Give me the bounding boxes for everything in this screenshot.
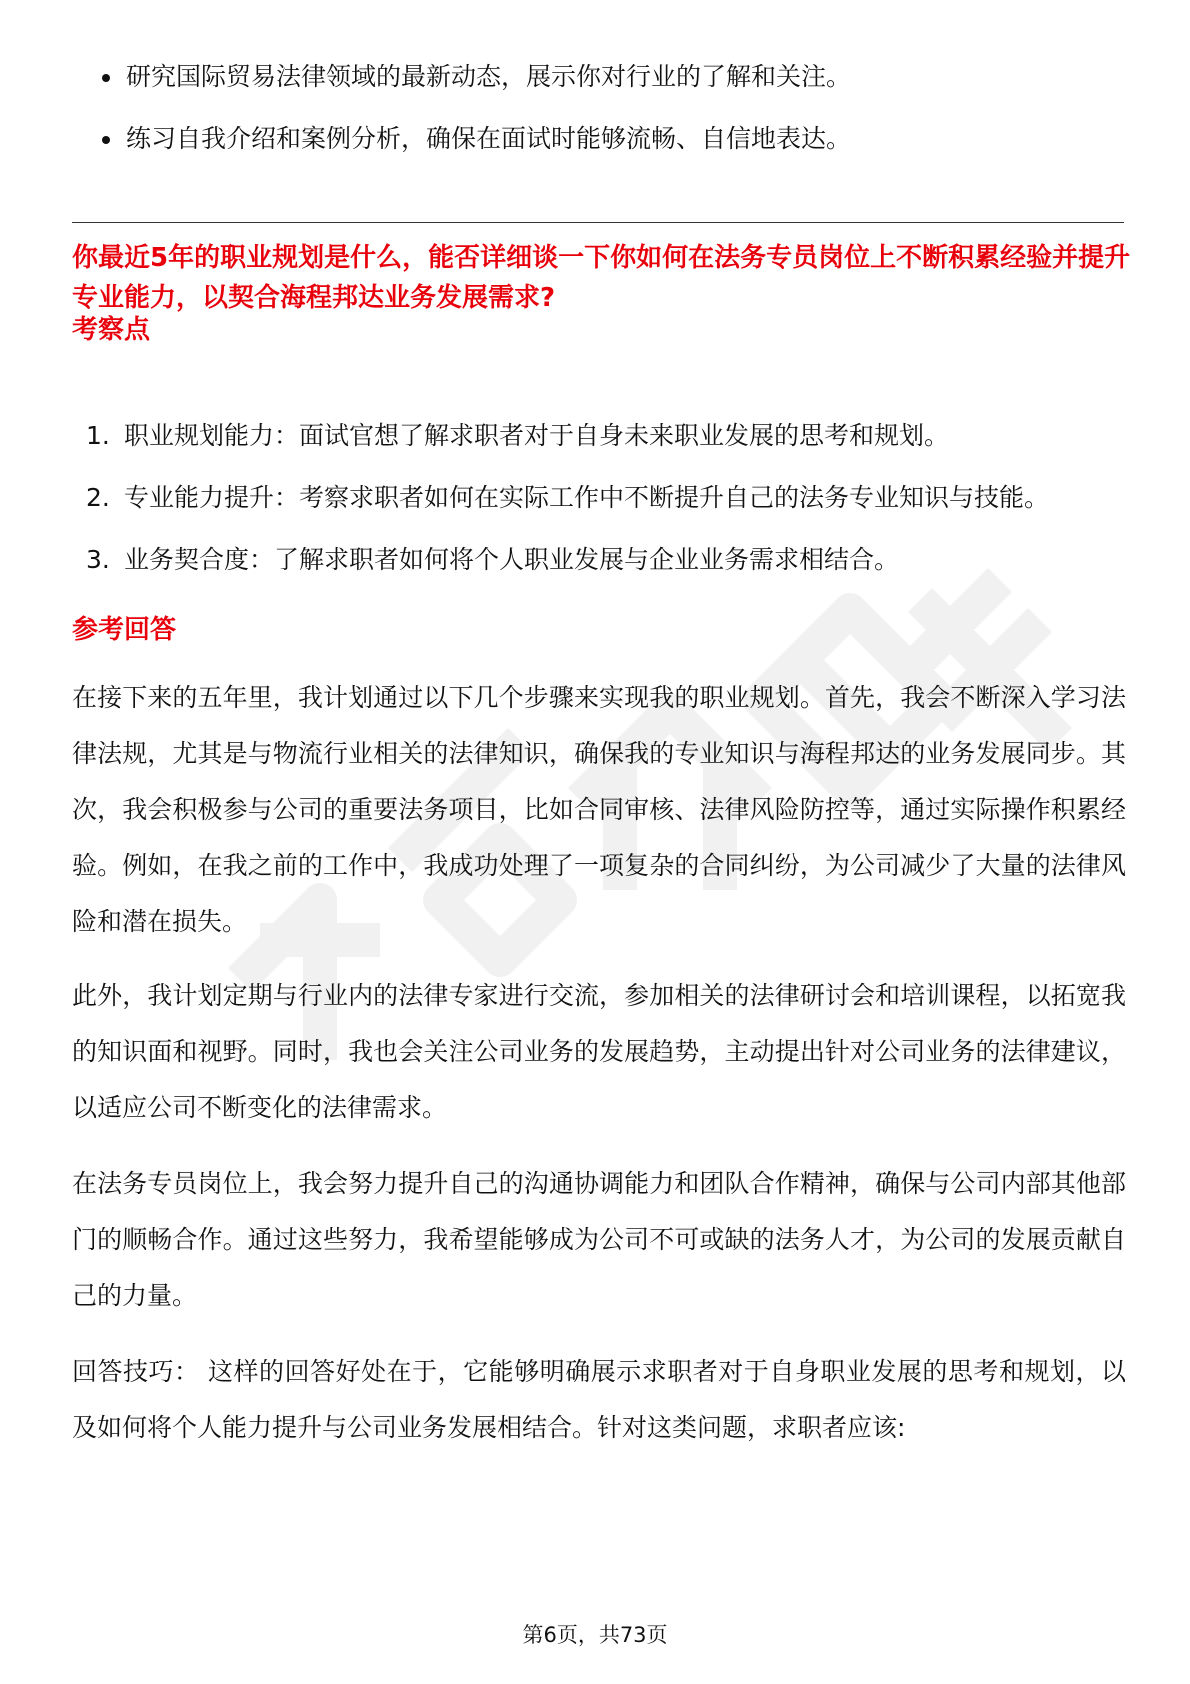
item-number: 1. [86,421,110,450]
item-number: 2. [86,483,110,512]
assessment-title: 考察点 [72,315,151,345]
item-text: 业务契合度：了解求职者如何将个人职业发展与企业业务需求相结合。 [124,545,900,574]
bullet-item [72,58,1132,96]
answer-tips-paragraph: 回答技巧： 这样的回答好处在于，它能够明确展示求职者对于自身职业发展的思考和规划，以及如何将个人能力提升与公司业务发展相结合。针对这类问题，求职者应该: [72,1357,1126,1442]
reference-title: 参考回答 [72,615,177,645]
page-number-footer: 第6页，共73页 [522,1623,668,1647]
assessment-item [72,408,1132,464]
assessment-item [72,470,1132,526]
section-divider [72,222,1124,223]
assessment-item [72,532,1132,588]
bullet-text: 研究国际贸易法律领域的最新动态，展示你对行业的了解和关注。 [126,62,852,91]
bullet-item [72,120,1132,158]
assessment-list [72,408,1132,594]
bullet-dot-icon [102,136,110,144]
bullet-text: 练习自我介绍和案例分析，确保在面试时能够流畅、自信地表达。 [126,124,852,153]
question-heading: 你最近5年的职业规划是什么，能否详细谈一下你如何在法务专员岗位上不断积累经验并提升专业能力，以契合海程邦达业务发展需求? [72,243,1131,313]
item-number: 3. [86,545,110,574]
answer-paragraph: 在法务专员岗位上，我会努力提升自己的沟通协调能力和团队合作精神，确保与公司内部其他部门的顺畅合作。通过这些努力，我希望能够成为公司不可或缺的法务人才，为公司的发展贡献自己的力量。 [72,1169,1126,1310]
top-bullet-list [72,58,1132,182]
answer-paragraph: 此外，我计划定期与行业内的法律专家进行交流，参加相关的法律研讨会和培训课程，以拓宽我的知识面和视野。同时，我也会关注公司业务的发展趋势，主动提出针对公司业务的法律建议，以适应公司不断变化的法律需求。 [72,981,1126,1122]
item-text: 专业能力提升：考察求职者如何在实际工作中不断提升自己的法务专业知识与技能。 [124,483,1050,512]
answer-paragraph: 在接下来的五年里，我计划通过以下几个步骤来实现我的职业规划。首先，我会不断深入学习法律法规，尤其是与物流行业相关的法律知识，确保我的专业知识与海程邦达的业务发展同步。其次，我会积极参与公司的重要法务项目，比如合同审核、法律风险防控等，通过实际操作积累经验。例如，在我之前的工作中，我成功处理了一项复杂的合同纠纷，为公司减少了大量的法律风险和潜在损失。 [72,683,1126,936]
bullet-dot-icon [102,74,110,82]
item-text: 职业规划能力：面试官想了解求职者对于自身未来职业发展的思考和规划。 [124,421,950,450]
